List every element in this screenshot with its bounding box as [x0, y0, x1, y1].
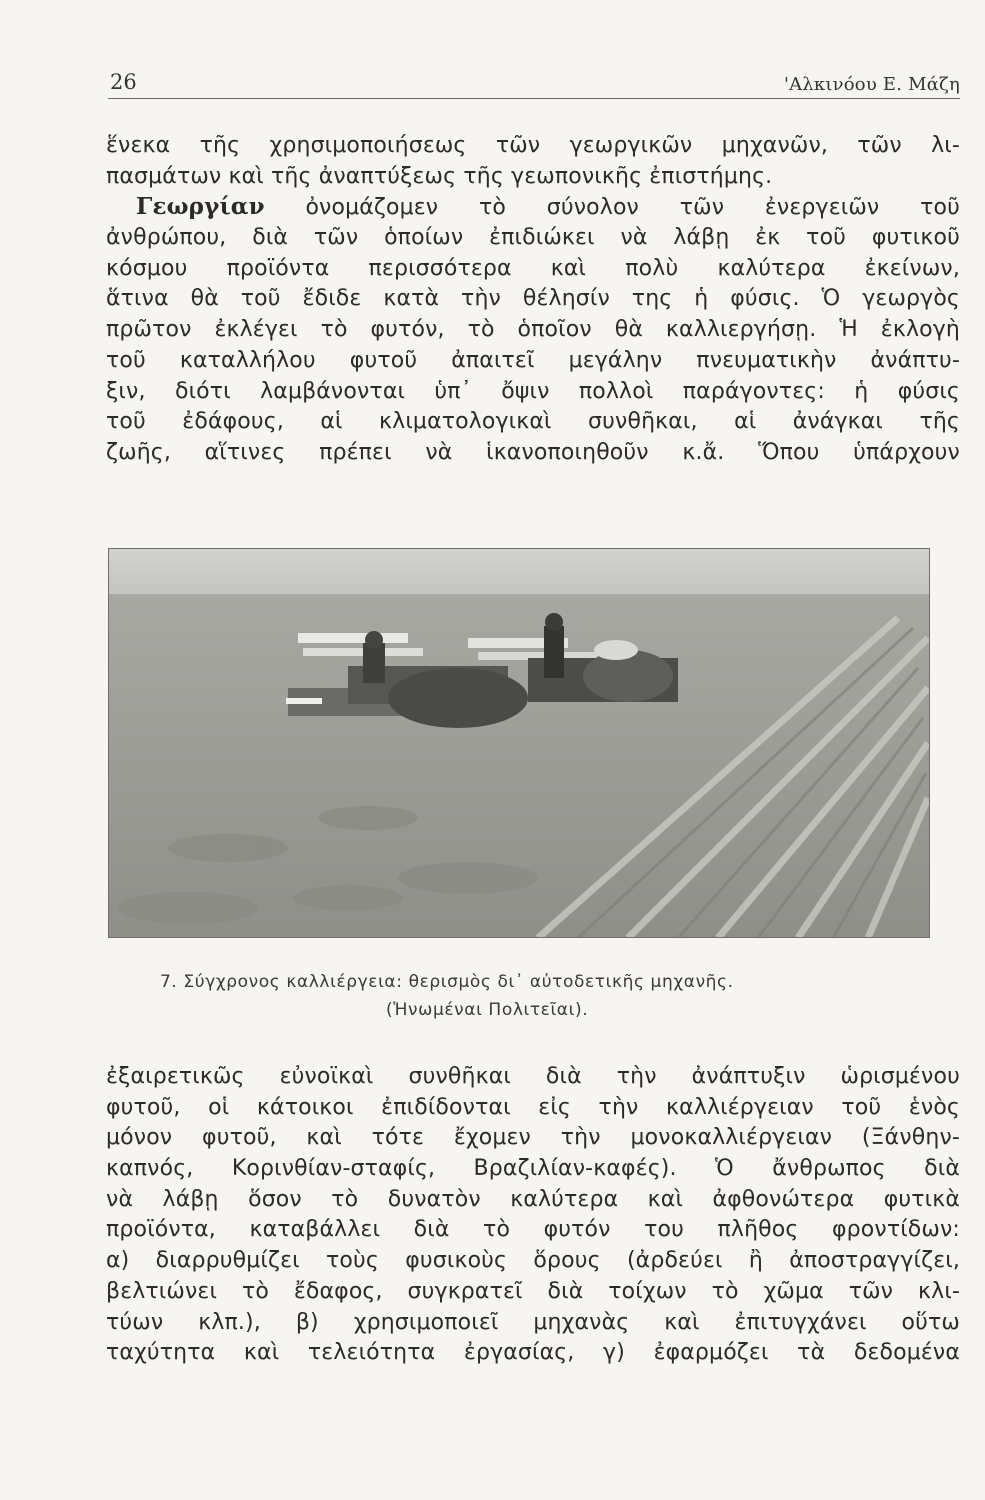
- page-number: 26: [110, 70, 137, 94]
- text-line: βελτιώνει τὸ ἔδαφος, συγκρατεῖ διὰ τοίχων τὸ χῶμα τῶν κλι-: [106, 1278, 960, 1304]
- text-line: τύων κλπ.), β) χρησιμοποιεῖ μηχανὰς καὶ ἐπιτυγχάνει οὕτω: [106, 1309, 960, 1335]
- text-line: α) διαρρυθμίζει τοὺς φυσικοὺς ὅρους (ἀρδεύει ἢ ἀποστραγγίζει,: [106, 1248, 960, 1274]
- text-line: φυτοῦ, οἱ κάτοικοι ἐπιδίδονται εἰς τὴν καλλιέργειαν τοῦ ἑνὸς: [106, 1094, 960, 1120]
- text-line-rest: ὀνομάζομεν τὸ σύνολον τῶν ἐνεργειῶν τοῦ: [305, 195, 960, 221]
- text-line: ταχύτητα καὶ τελειότητα ἐργασίας, γ) ἐφαρμόζει τὰ δεδομένα: [106, 1340, 960, 1366]
- text-line: τοῦ ἐδάφους, αἱ κλιματολογικαὶ συνθῆκαι, αἱ ἀνάγκαι τῆς: [106, 409, 960, 435]
- top-paragraph: [106, 131, 960, 469]
- text-line: ζωῆς, αἵτινες πρέπει νὰ ἱκανοποιηθοῦν κ.ἄ. Ὅπου ὑπάρχουν: [106, 439, 960, 465]
- text-line: πασμάτων καὶ τῆς ἀναπτύξεως τῆς γεωπονικῆς ἐπιστήμης.: [106, 163, 773, 189]
- bottom-paragraph: [106, 1062, 960, 1369]
- text-line-with-term: [106, 192, 960, 223]
- text-line: πρῶτον ἐκλέγει τὸ φυτόν, τὸ ὁποῖον θὰ καλλιεργήσῃ. Ἡ ἐκλογὴ: [106, 317, 960, 343]
- text-line: κόσμου προϊόντα περισσότερα καὶ πολὺ καλύτερα ἐκείνων,: [106, 255, 960, 281]
- text-line: ἅτινα θὰ τοῦ ἔδιδε κατὰ τὴν θέλησίν της ἡ φύσις. Ὁ γεωργὸς: [106, 286, 960, 312]
- text-line: τοῦ καταλλήλου φυτοῦ ἀπαιτεῖ μεγάλην πνευματικὴν ἀνάπτυ-: [106, 347, 960, 373]
- text-line: ἕνεκα τῆς χρησιμοποιήσεως τῶν γεωργικῶν μηχανῶν, τῶν λι-: [106, 133, 960, 158]
- text-line: ἀνθρώπου, διὰ τῶν ὁποίων ἐπιδιώκει νὰ λάβῃ ἐκ τοῦ φυτικοῦ: [106, 225, 960, 251]
- page-header: [108, 66, 960, 99]
- text-line: νὰ λάβῃ ὅσον τὸ δυνατὸν καλύτερα καὶ ἀφθονώτερα φυτικὰ: [106, 1186, 960, 1212]
- text-line: καπνός, Κορινθίαν-σταφίς, Βραζιλίαν-καφές). Ὁ ἄνθρωπος διὰ: [106, 1156, 960, 1182]
- figure-caption: 7. Σύγχρονος καλλιέργεια: θερισμὸς δι᾽ αὐτοδετικῆς μηχανῆς.: [160, 972, 734, 992]
- text-line: μόνον φυτοῦ, καὶ τότε ἔχομεν τὴν μονοκαλλιέργειαν (Ξάνθην-: [106, 1125, 960, 1151]
- text-line: ξιν, διότι λαμβάνονται ὑπ᾽ ὄψιν πολλοὶ παράγοντες: ἡ φύσις: [106, 378, 960, 404]
- figure-caption-source: (Ἡνωμέναι Πολιτεῖαι).: [386, 1000, 589, 1020]
- text-line: ἐξαιρετικῶς εὐνοϊκαὶ συνθῆκαι διὰ τὴν ἀνάπτυξιν ὡρισμένου: [106, 1064, 960, 1089]
- running-head: 'Αλκινόου Ε. Μάζη: [783, 74, 960, 95]
- bold-term: Γεωργίαν: [136, 193, 265, 221]
- harvest-photograph: [108, 548, 930, 938]
- text-line: προϊόντα, καταβάλλει διὰ τὸ φυτόν του πλῆθος φροντίδων:: [106, 1217, 960, 1243]
